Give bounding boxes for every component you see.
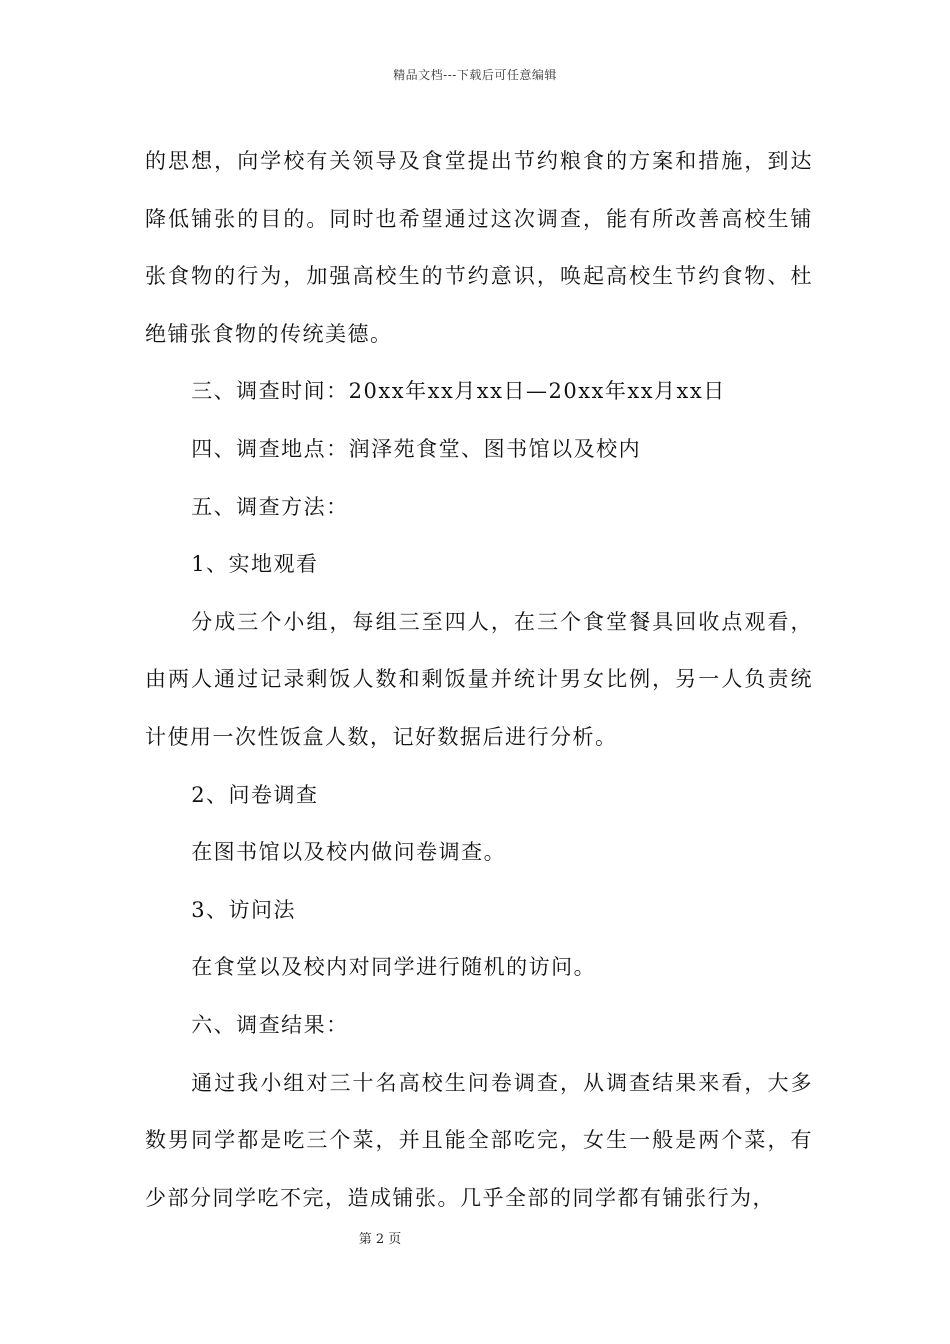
page-header: 精品文档---下载后可任意编辑 (393, 68, 557, 82)
paragraph-method-2-heading: 2、问卷调查 (191, 782, 319, 807)
paragraph-survey-location: 四、调查地点：润泽苑食堂、图书馆以及校内 (191, 436, 642, 461)
paragraph-method-3-heading: 3、访问法 (191, 897, 297, 922)
paragraph-method-3-body: 在食堂以及校内对同学进行随机的访问。 (191, 955, 597, 980)
paragraph-method-1-heading: 1、实地观看 (191, 552, 319, 577)
paragraph-method-2-body: 在图书馆以及校内做问卷调查。 (191, 840, 507, 865)
paragraph-method-1-body: 分成三个小组，每组三至四人，在三个食堂餐具回收点观看，由两人通过记录剩饭人数和剩饭量并统计男女比例，另一人负责统计使用一次性饭盒人数，记好数据后进行分析。 (145, 609, 813, 749)
page-number: 第 2 页 (358, 1232, 402, 1247)
paragraph-results-body: 通过我小组对三十名高校生问卷调查，从调查结果来看，大多数男同学都是吃三个菜，并且能全部吃完，女生一般是两个菜，有少部分同学吃不完，造成铺张。几乎全部的同学都有铺张行为， (145, 1070, 813, 1210)
paragraph-intro-continuation: 的思想，向学校有关领导及食堂提出节约粮食的方案和措施，到达降低铺张的目的。同时也希望通过这次调查，能有所改善高校生铺张食物的行为，加强高校生的节约意识，唤起高校生节约食物、杜绝铺张食物的传统美德。 (145, 149, 813, 346)
document-body (145, 133, 813, 1227)
paragraph-survey-time: 三、调查时间：20xx年xx月xx日—20xx年xx月xx日 (191, 379, 726, 404)
paragraph-survey-method-heading: 五、调查方法： (191, 494, 349, 519)
paragraph-results-heading: 六、调查结果： (191, 1012, 349, 1037)
